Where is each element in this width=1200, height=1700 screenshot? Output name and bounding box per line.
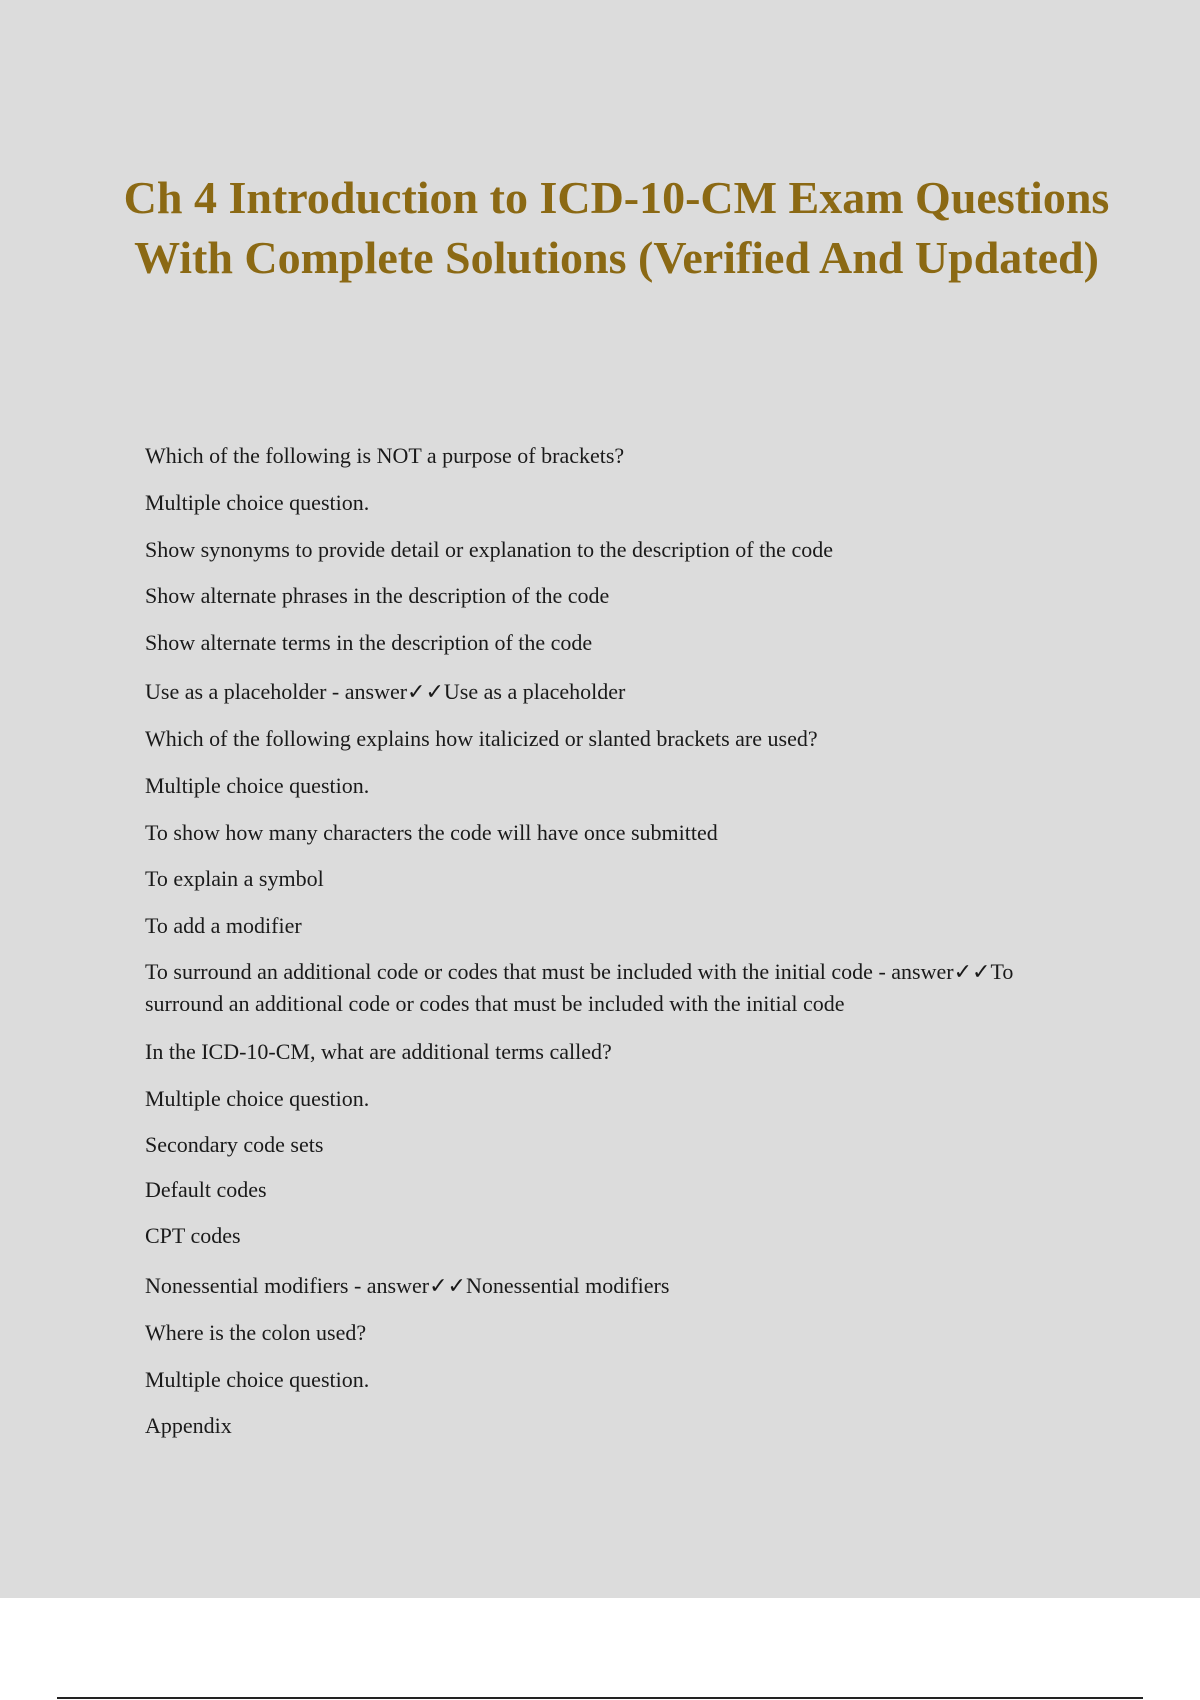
answer-line: To surround an additional code or codes that must be included with the initial code - answer✓✓To surround an additional code or codes that must be included with the initial code: [145, 959, 1014, 1016]
question-line: Which of the following explains how italicized or slanted brackets are used?: [145, 726, 818, 751]
question-type-line: Multiple choice question.: [145, 1367, 370, 1392]
option-line: CPT codes: [145, 1223, 241, 1248]
question-type-line: Multiple choice question.: [145, 490, 370, 515]
question-type-line: Multiple choice question.: [145, 1086, 370, 1111]
answer-line: Nonessential modifiers - answer✓✓Nonessential modifiers: [145, 1273, 670, 1298]
option-line: Show alternate phrases in the description of the code: [145, 583, 610, 608]
option-line: Show synonyms to provide detail or explanation to the description of the code: [145, 537, 833, 562]
answer-line: Use as a placeholder - answer✓✓Use as a placeholder: [145, 679, 626, 704]
question-line: Where is the colon used?: [145, 1320, 367, 1345]
option-line: Default codes: [145, 1177, 267, 1202]
option-line: To show how many characters the code will have once submitted: [145, 820, 718, 845]
option-line: To add a modifier: [145, 913, 302, 938]
document-title: Ch 4 Introduction to ICD-10-CM Exam Questions With Complete Solutions (Verified And Updated): [123, 172, 1110, 283]
option-line: To explain a symbol: [145, 866, 324, 891]
footer-divider: [57, 1697, 1143, 1699]
question-line: In the ICD-10-CM, what are additional terms called?: [145, 1039, 612, 1064]
option-line: Secondary code sets: [145, 1132, 324, 1157]
question-line: Which of the following is NOT a purpose of brackets?: [145, 443, 625, 468]
option-line: Show alternate terms in the description of the code: [145, 630, 593, 655]
option-line: Appendix: [145, 1413, 232, 1438]
question-type-line: Multiple choice question.: [145, 773, 370, 798]
